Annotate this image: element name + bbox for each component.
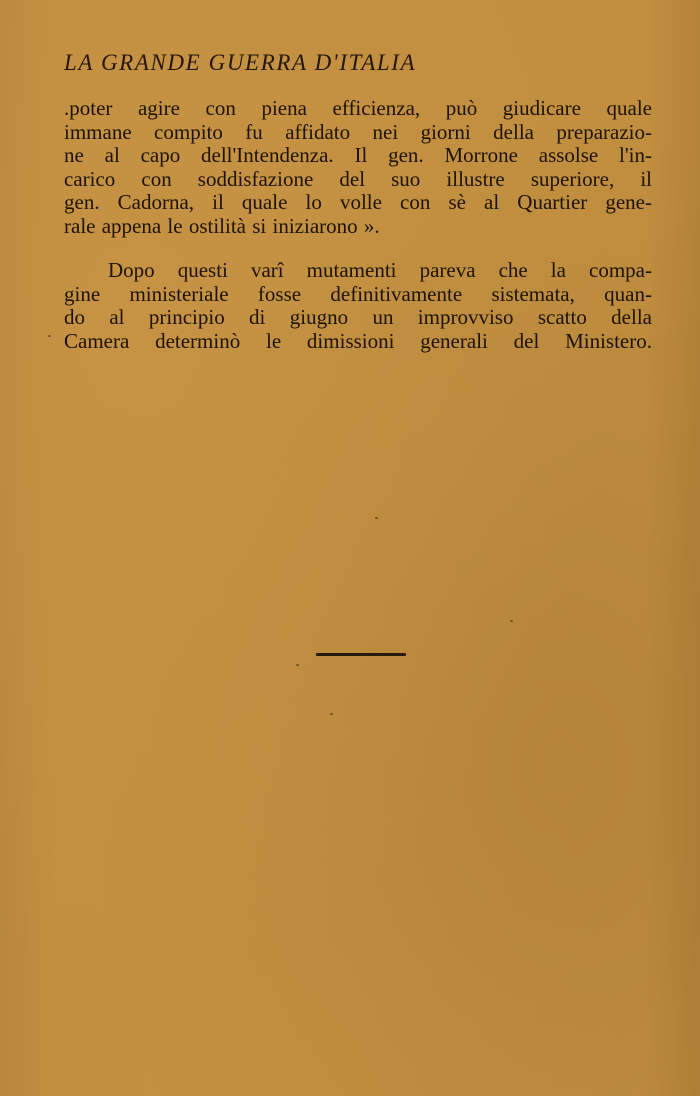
paper-speck xyxy=(296,664,299,666)
paper-speck xyxy=(330,713,333,715)
text-line: gen. Cadorna, il quale lo volle con sè al Quartier gene- xyxy=(64,190,652,214)
text-line: Dopo questi varî mutamenti pareva che la compa- xyxy=(108,258,652,282)
text-line: carico con soddisfazione del suo illustre superiore, il xyxy=(64,166,652,191)
section-end-rule xyxy=(316,653,406,656)
text-line: ne al capo dell'Intendenza. Il gen. Morrone assolse l'in- xyxy=(64,143,652,167)
paper-speck xyxy=(510,620,513,622)
text-line: Camera determinò le dimissioni generali del Ministero. xyxy=(64,328,652,353)
text-line: do al principio di giugno un improvviso scatto della xyxy=(64,305,652,329)
text-line: .poter agire con piena efficienza, può giudicare quale xyxy=(64,96,652,120)
text-line: immane compito fu affidato nei giorni della preparazio- xyxy=(64,119,652,144)
paper-speck xyxy=(48,335,51,337)
paragraph-2 xyxy=(64,259,652,353)
text-line: gine ministeriale fosse definitivamente sistemata, quan- xyxy=(64,281,652,306)
paper-speck xyxy=(375,517,378,519)
paragraph-1 xyxy=(64,97,652,238)
text-line: rale appena le ostilità si iniziarono ». xyxy=(64,213,380,238)
running-head: LA GRANDE GUERRA D'ITALIA xyxy=(64,50,417,75)
